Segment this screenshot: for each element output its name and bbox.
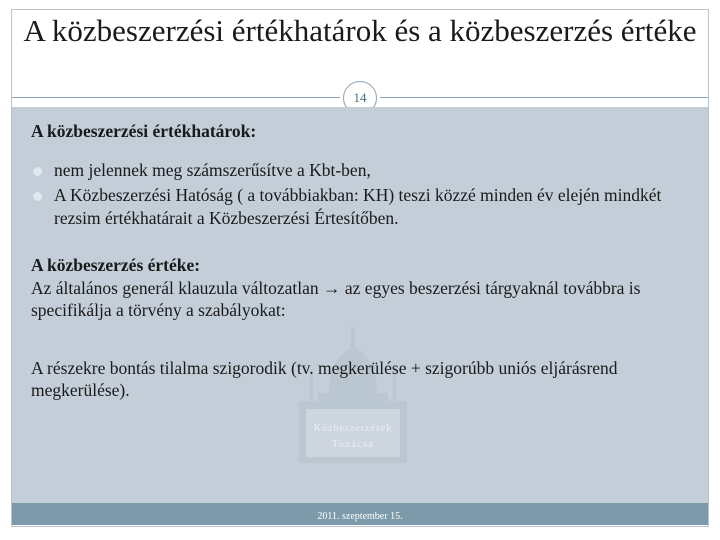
section1-bullet-list [31,159,696,230]
section2-paragraph2: A részekre bontás tilalma szigorodik (tv. megkerülése + szigorúbb uniós eljárásrend megkerülése). [31,357,618,400]
slide-title: A közbeszerzési értékhatárok és a közbeszerzés értéke [23,13,697,48]
slide-content [31,120,696,402]
slide-number: 14 [353,90,367,105]
section1-heading: A közbeszerzési értékhatárok: [31,121,257,141]
section2-heading: A közbeszerzés értéke: [31,255,201,275]
watermark-text-line1: Közbeszerzések [313,423,393,434]
watermark-text-line2: Tanácsa [331,438,375,450]
section2-paragraph1: Az általános generál klauzula változatlan → az egyes beszerzési tárgyaknál továbbra is specifikálja a törvény a szabályokat: [31,277,641,320]
bullet-item: nem jelennek meg számszerűsítve a Kbt-ben, [31,159,696,182]
section2 [31,254,696,402]
bullet-item: A Közbeszerzési Hatóság ( a továbbiakban: KH) teszi közzé minden év elején mindkét rezsim értékhatárait a Közbeszerzési Értesítőben. [31,184,696,229]
footer-date: 2011. szeptember 15. [317,511,403,522]
